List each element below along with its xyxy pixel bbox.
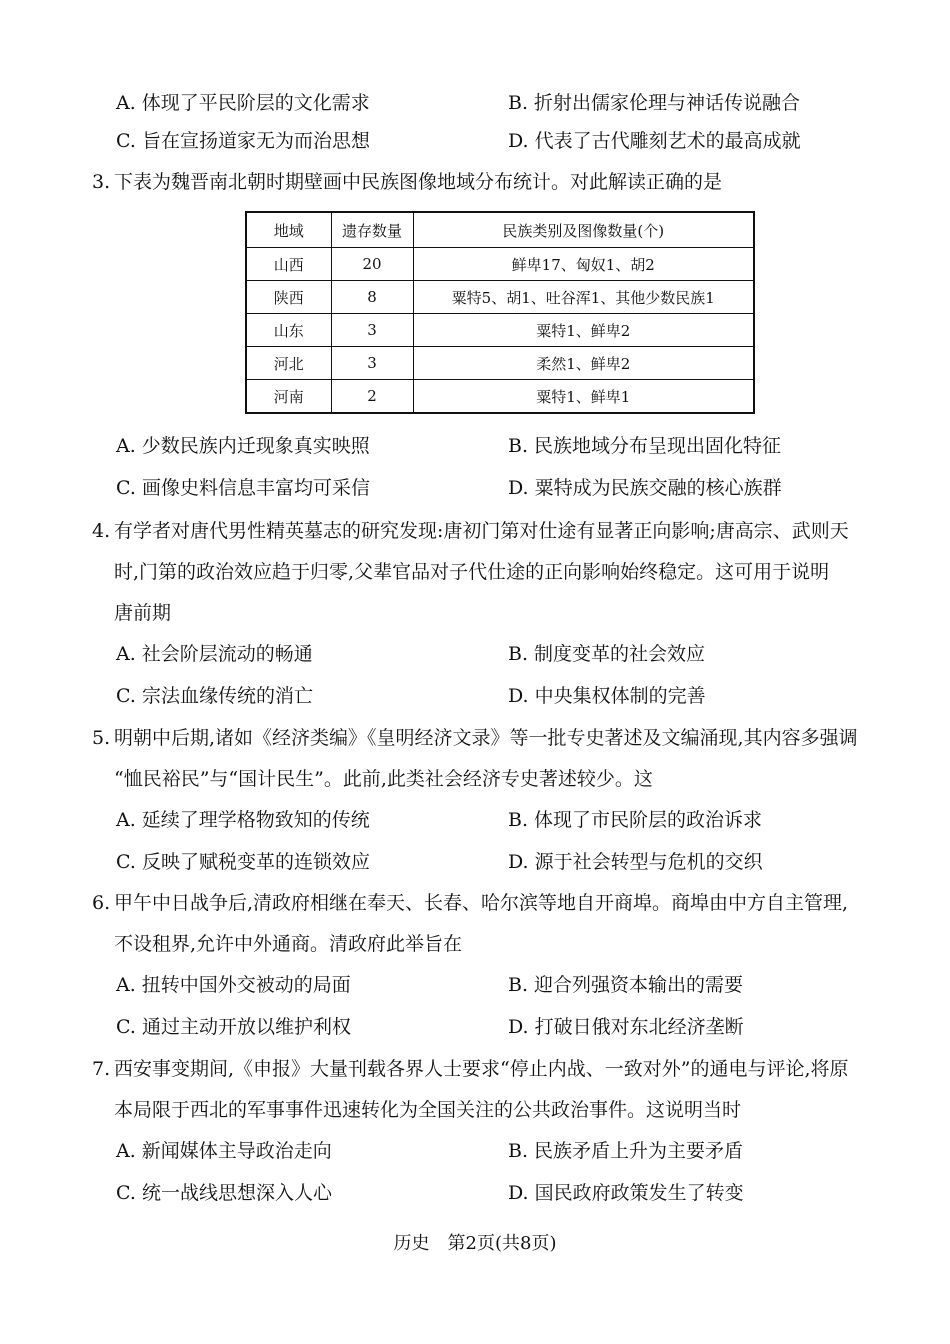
table-row — [246, 248, 754, 281]
q2-option-d: D. 代表了古代雕刻艺术的最高成就 — [508, 130, 801, 152]
q3-option-c: C. 画像史料信息丰富均可采信 — [116, 477, 370, 499]
ethnic-distribution-table — [245, 211, 755, 414]
q5-number: 5. — [92, 727, 111, 749]
q7-number: 7. — [92, 1058, 111, 1080]
table-header-cell: 地域 — [246, 212, 331, 248]
table-cell: 2 — [331, 380, 413, 414]
q3-option-d: D. 粟特成为民族交融的核心族群 — [508, 477, 782, 499]
table-cell: 山东 — [246, 314, 331, 347]
table-cell: 陕西 — [246, 281, 331, 314]
table-cell: 20 — [331, 248, 413, 281]
q7-option-d: D. 国民政府政策发生了转变 — [508, 1182, 744, 1204]
table-header-cell: 遗存数量 — [331, 212, 413, 248]
table-cell: 山西 — [246, 248, 331, 281]
q5-stem-line: 明朝中后期,诸如《经济类编》《皇明经济文录》等一批专史著述及文编涌现,其内容多强调 — [114, 727, 858, 749]
q2-option-c: C. 旨在宣扬道家无为而治思想 — [116, 130, 370, 152]
table-cell: 3 — [331, 314, 413, 347]
q6-option-a: A. 扭转中国外交被动的局面 — [116, 974, 351, 996]
table-cell: 鲜卑17、匈奴1、胡2 — [413, 248, 754, 281]
table-header-cell: 民族类别及图像数量(个) — [413, 212, 754, 248]
table-cell: 粟特1、鲜卑1 — [413, 380, 754, 414]
table-row — [246, 380, 754, 414]
q5-option-b: B. 体现了市民阶层的政治诉求 — [508, 809, 763, 831]
table-row — [246, 281, 754, 314]
q2-option-a: A. 体现了平民阶层的文化需求 — [116, 92, 370, 114]
q6-option-c: C. 通过主动开放以维护利权 — [116, 1016, 351, 1038]
table-cell: 柔然1、鲜卑2 — [413, 347, 754, 380]
q6-stem — [92, 891, 848, 915]
table-cell: 河北 — [246, 347, 331, 380]
q3-number: 3. — [92, 171, 111, 193]
q5-option-d: D. 源于社会转型与危机的交织 — [508, 851, 763, 873]
q5-stem-line: “恤民裕民”与“国计民生”。此前,此类社会经济专史著述较少。这 — [114, 768, 653, 790]
table-cell: 粟特1、鲜卑2 — [413, 314, 754, 347]
q4-stem-line: 有学者对唐代男性精英墓志的研究发现:唐初门第对仕途有显著正向影响;唐高宗、武则天 — [114, 520, 849, 542]
q4-option-b: B. 制度变革的社会效应 — [508, 643, 706, 665]
q3-option-b: B. 民族地域分布呈现出固化特征 — [508, 435, 782, 457]
q7-option-a: A. 新闻媒体主导政治走向 — [116, 1140, 332, 1162]
q7-stem-line: 西安事变期间,《申报》大量刊载各界人士要求“停止内战、一致对外”的通电与评论,将原 — [114, 1058, 849, 1080]
q7-option-c: C. 统一战线思想深入人心 — [116, 1182, 332, 1204]
q2-option-b: B. 折射出儒家伦理与神话传说融合 — [508, 92, 801, 114]
page-footer: 历史 第2页(共8页) — [393, 1233, 557, 1254]
q6-stem-line: 甲午中日战争后,清政府相继在奉天、长春、哈尔滨等地自开商埠。商埠由中方自主管理, — [114, 892, 849, 914]
table-cell: 河南 — [246, 380, 331, 414]
table-cell: 3 — [331, 347, 413, 380]
q4-number: 4. — [92, 520, 111, 542]
q6-option-d: D. 打破日俄对东北经济垄断 — [508, 1016, 744, 1038]
q5-option-c: C. 反映了赋税变革的连锁效应 — [116, 851, 370, 873]
q6-number: 6. — [92, 892, 111, 914]
q4-option-d: D. 中央集权体制的完善 — [508, 685, 706, 707]
table-row — [246, 314, 754, 347]
q4-option-a: A. 社会阶层流动的畅通 — [116, 643, 313, 665]
q6-option-b: B. 迎合列强资本输出的需要 — [508, 974, 744, 996]
q7-option-b: B. 民族矛盾上升为主要矛盾 — [508, 1140, 744, 1162]
table-cell: 8 — [331, 281, 413, 314]
q7-stem — [92, 1057, 849, 1081]
q3-option-a: A. 少数民族内迁现象真实映照 — [116, 435, 370, 457]
q4-option-c: C. 宗法血缘传统的消亡 — [116, 685, 313, 707]
table-row — [246, 347, 754, 380]
q4-stem — [92, 519, 849, 543]
q5-option-a: A. 延续了理学格物致知的传统 — [116, 809, 370, 831]
q5-stem — [92, 726, 858, 750]
q4-stem-line: 时,门第的政治效应趋于归零,父辈官品对子代仕途的正向影响始终稳定。这可用于说明 — [114, 561, 830, 583]
q3-stem-text: 下表为魏晋南北朝时期壁画中民族图像地域分布统计。对此解读正确的是 — [114, 171, 723, 193]
q7-stem-line: 本局限于西北的军事事件迅速转化为全国关注的公共政治事件。这说明当时 — [114, 1099, 742, 1121]
q4-stem-line: 唐前期 — [114, 602, 172, 624]
table-cell: 粟特5、胡1、吐谷浑1、其他少数民族1 — [413, 281, 754, 314]
q3-stem — [92, 170, 722, 194]
q6-stem-line: 不设租界,允许中外通商。清政府此举旨在 — [114, 933, 463, 955]
table-header-row — [246, 212, 754, 248]
